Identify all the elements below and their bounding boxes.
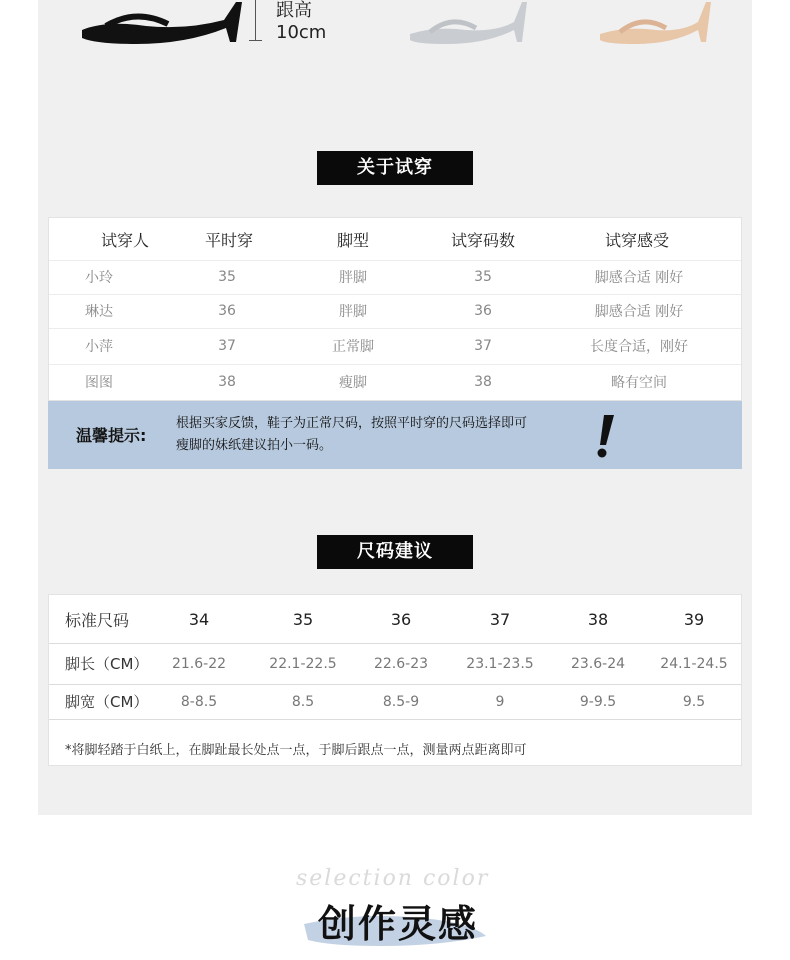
size-header-cell: 35 — [292, 609, 314, 629]
tryon-row — [49, 260, 741, 295]
size-cell: 23.1-23.5 — [466, 655, 534, 672]
heel-height-label: 跟高 10cm — [276, 0, 327, 43]
tryon-cell: 脚感合适 刚好 — [594, 304, 684, 320]
black-sandal-image — [76, 0, 246, 46]
size-cell: 8.5 — [291, 693, 315, 710]
tryon-row — [49, 328, 741, 365]
size-header-cell: 39 — [683, 609, 705, 629]
tryon-cell: 38 — [474, 374, 492, 390]
size-header-cell: 36 — [390, 609, 412, 629]
tryon-cell: 37 — [474, 338, 492, 354]
size-header-cell: 38 — [587, 609, 609, 629]
tryon-cell: 36 — [474, 303, 492, 319]
size-table — [48, 594, 742, 766]
nude-sandal-image — [596, 0, 720, 46]
tryon-cell: 略有空间 — [611, 375, 667, 391]
tip-text — [176, 413, 616, 457]
size-section-title: 尺码建议 — [317, 535, 473, 569]
inspiration-title: 创作灵感 — [318, 902, 479, 946]
tryon-cell: 38 — [218, 374, 236, 390]
tryon-cell: 图图 — [85, 375, 113, 391]
measure-note: *将脚轻踏于白纸上，在脚趾最长处点一点，于脚后跟点一点，测量两点距离即可 — [65, 743, 527, 758]
size-cell: 9.5 — [682, 693, 706, 710]
tip-line: 瘦脚的妹纸建议拍小一码。 — [176, 438, 333, 453]
tryon-row — [49, 364, 741, 400]
tryon-header-cell: 试穿人 — [100, 230, 149, 250]
size-cell: 8.5-9 — [382, 693, 420, 710]
size-row — [49, 643, 741, 685]
heel-height-tick — [249, 40, 262, 41]
tryon-cell: 正常脚 — [332, 339, 374, 355]
tryon-section-title: 关于试穿 — [317, 151, 473, 185]
tryon-header-cell: 脚型 — [336, 230, 369, 250]
tryon-row — [49, 294, 741, 329]
tryon-header-cell: 试穿感受 — [604, 230, 669, 250]
size-cell: 24.1-24.5 — [660, 655, 728, 672]
size-cell: 23.6-24 — [570, 655, 626, 672]
tryon-cell: 36 — [218, 303, 236, 319]
tip-line: 根据买家反馈，鞋子为正常尺码，按照平时穿的尺码选择即可 — [176, 416, 528, 431]
tryon-cell: 琳达 — [85, 304, 113, 320]
size-row — [49, 684, 741, 720]
tryon-cell: 瘦脚 — [339, 375, 367, 391]
tip-label: 温馨提示: — [76, 426, 147, 445]
size-row-label: 脚宽（CM） — [65, 693, 149, 711]
size-cell: 8-8.5 — [180, 693, 218, 710]
tryon-cell: 小玲 — [85, 270, 113, 286]
tryon-cell: 35 — [218, 269, 236, 285]
size-cell: 21.6-22 — [171, 655, 227, 672]
tryon-cell: 37 — [218, 338, 236, 354]
heel-height-line — [255, 0, 256, 40]
tryon-cell: 35 — [474, 269, 492, 285]
size-header-cell: 37 — [489, 609, 511, 629]
size-cell: 22.6-23 — [373, 655, 429, 672]
size-cell: 22.1-22.5 — [269, 655, 337, 672]
size-cell: 9 — [495, 693, 505, 710]
tryon-cell: 胖脚 — [339, 304, 367, 320]
silver-sandal-image — [406, 0, 536, 46]
tryon-header-cell: 平时穿 — [204, 230, 253, 250]
tryon-cell: 脚感合适 刚好 — [594, 270, 684, 286]
exclamation-icon — [594, 415, 618, 459]
tryon-cell: 小萍 — [85, 339, 113, 355]
tryon-header-row — [49, 218, 741, 261]
size-row-label: 脚长（CM） — [65, 655, 149, 673]
tryon-header-cell: 试穿码数 — [450, 230, 515, 250]
tryon-cell: 长度合适，刚好 — [590, 339, 688, 355]
size-header-cell: 标准尺码 — [65, 610, 130, 630]
size-cell: 9-9.5 — [579, 693, 617, 710]
script-watermark: selection color — [296, 866, 490, 891]
tryon-cell: 胖脚 — [339, 270, 367, 286]
tip-banner — [48, 401, 742, 469]
tryon-table — [48, 217, 742, 401]
size-header-row — [49, 595, 741, 644]
size-header-cell: 34 — [188, 609, 210, 629]
